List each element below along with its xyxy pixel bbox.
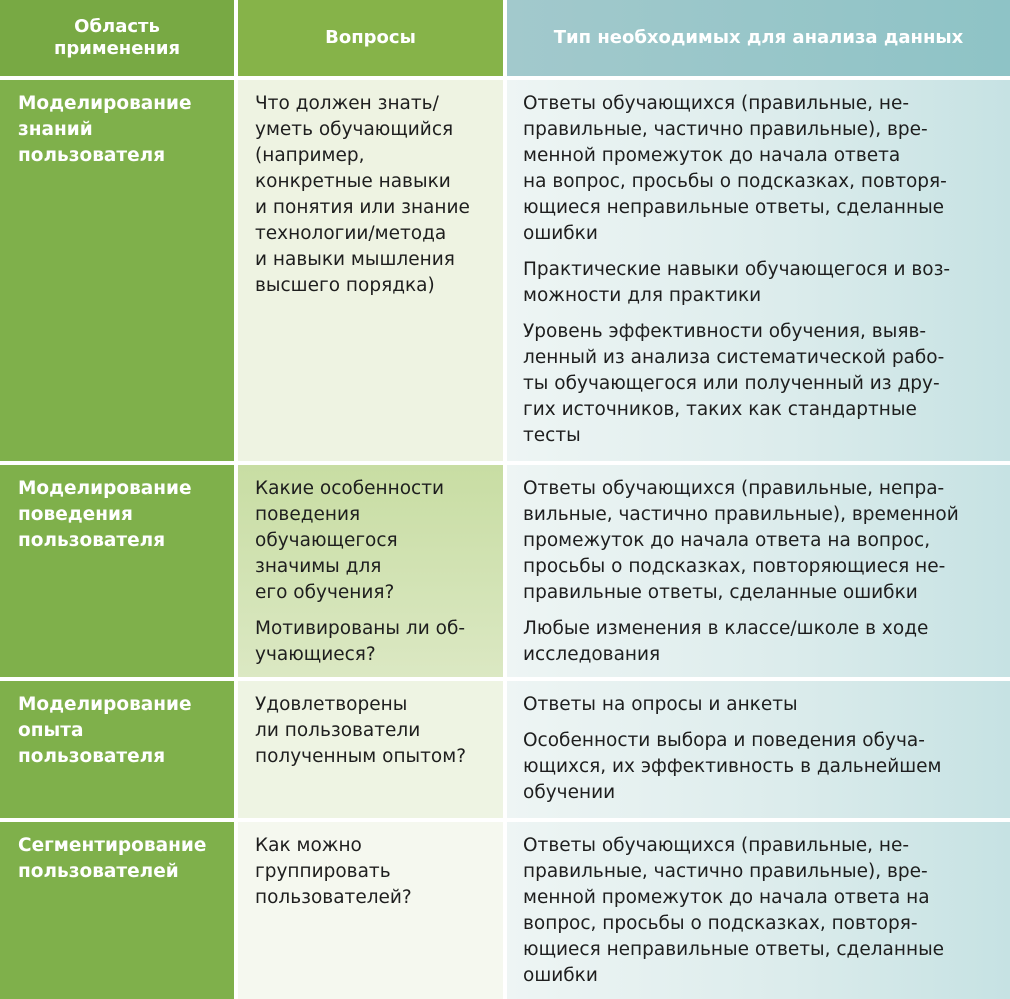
row-3-area: [0, 681, 234, 818]
data-paragraph: [523, 692, 1002, 718]
data-paragraph: [523, 319, 1002, 449]
row-1-data: [507, 80, 1010, 461]
header-area: [0, 0, 234, 76]
data-line: вильные, частично правильные), временной: [523, 504, 959, 525]
question-line: ли пользователи: [255, 720, 421, 741]
header-data-type-label: Тип необходимых для анализа данных: [553, 27, 964, 48]
header-area-line: Область: [74, 16, 160, 37]
data-paragraph: [523, 833, 1002, 989]
area-line: пользователя: [18, 530, 166, 551]
area-line: Моделирование: [18, 694, 192, 715]
data-line: ошибки: [523, 223, 598, 244]
question-line: уметь обучающийся: [255, 119, 454, 140]
question-line: пользователей?: [255, 887, 412, 908]
header-questions: [238, 0, 503, 76]
area-line: опыта: [18, 720, 84, 741]
row-4-questions: [238, 822, 503, 999]
area-line: пользователей: [18, 861, 179, 882]
header-area-line: применения: [53, 38, 181, 59]
data-line: Любые изменения в классе/школе в ходе: [523, 618, 929, 639]
data-line: гих источников, таких как стандартные: [523, 399, 917, 420]
data-line: ленный из анализа систематической рабо-: [523, 347, 945, 368]
row-2-area: [0, 465, 234, 677]
area-line: Моделирование: [18, 478, 192, 499]
data-paragraph: [523, 728, 1002, 806]
data-line: Практические навыки обучающегося и воз-: [523, 259, 951, 280]
question-line: обучающегося: [255, 530, 398, 551]
data-line: Ответы на опросы и анкеты: [523, 694, 798, 715]
data-line: менной промежуток до начала ответа: [523, 145, 901, 166]
header-questions-label: Вопросы: [325, 27, 416, 48]
question-line: поведения: [255, 504, 361, 525]
area-line: поведения: [18, 504, 133, 525]
data-paragraph: [523, 257, 1002, 309]
row-1-area: [0, 80, 234, 461]
data-line: Ответы обучающихся (правильные, непра-: [523, 478, 945, 499]
data-line: промежуток до начала ответа на вопрос,: [523, 530, 931, 551]
question-line: группировать: [255, 861, 391, 882]
question-line: конкретные навыки: [255, 171, 451, 192]
question-line: и понятия или знание: [255, 197, 470, 218]
data-line: правильные, частично правильные), вре-: [523, 119, 928, 140]
question-line: значимы для: [255, 556, 382, 577]
area-line: Сегментирование: [18, 835, 207, 856]
question-line: Какие особенности: [255, 478, 445, 499]
data-line: вопрос, просьбы о подсказках, повторя-: [523, 913, 918, 934]
question-paragraph: [255, 833, 493, 911]
question-paragraph: [255, 692, 493, 770]
data-line: тесты: [523, 425, 581, 446]
question-line: учающиеся?: [255, 644, 376, 665]
row-4-data: [507, 822, 1010, 999]
row-3-data: [507, 681, 1010, 818]
data-line: ты обучающегося или полученный из дру-: [523, 373, 940, 394]
data-line: исследования: [523, 644, 661, 665]
question-line: Как можно: [255, 835, 362, 856]
area-line: пользователя: [18, 746, 166, 767]
row-2-data: [507, 465, 1010, 677]
question-paragraph: [255, 476, 493, 606]
data-line: ошибки: [523, 965, 598, 986]
area-line: знаний: [18, 119, 93, 140]
data-paragraph: [523, 476, 1002, 606]
data-line: ющиеся неправильные ответы, сделанные: [523, 197, 945, 218]
row-3-questions: [238, 681, 503, 818]
data-line: Уровень эффективности обучения, выяв-: [523, 321, 927, 342]
area-line: Моделирование: [18, 93, 192, 114]
data-line: просьбы о подсказках, повторяющиеся не-: [523, 556, 946, 577]
header-data-type: [507, 0, 1010, 76]
data-paragraph: [523, 91, 1002, 247]
data-line: можности для практики: [523, 285, 762, 306]
data-line: Особенности выбора и поведения обуча-: [523, 730, 925, 751]
question-line: его обучения?: [255, 582, 395, 603]
question-line: и навыки мышления: [255, 249, 455, 270]
row-1-questions: [238, 80, 503, 461]
question-paragraph: [255, 616, 493, 668]
data-line: на вопрос, просьбы о подсказках, повторя-: [523, 171, 947, 192]
data-line: ющихся, их эффективность в дальнейшем: [523, 756, 942, 777]
data-line: обучении: [523, 782, 616, 803]
data-paragraph: [523, 616, 1002, 668]
row-2-questions: [238, 465, 503, 677]
question-line: Что должен знать/: [255, 93, 439, 114]
question-line: полученным опытом?: [255, 746, 467, 767]
question-line: Мотивированы ли об-: [255, 618, 466, 639]
question-paragraph: [255, 91, 493, 299]
data-line: Ответы обучающихся (правильные, не-: [523, 93, 910, 114]
question-line: технологии/метода: [255, 223, 447, 244]
question-line: (например,: [255, 145, 365, 166]
data-line: правильные, частично правильные), вре-: [523, 861, 928, 882]
question-line: Удовлетворены: [255, 694, 408, 715]
data-line: Ответы обучающихся (правильные, не-: [523, 835, 910, 856]
area-line: пользователя: [18, 145, 166, 166]
question-line: высшего порядка): [255, 275, 435, 296]
data-line: правильные ответы, сделанные ошибки: [523, 582, 918, 603]
data-line: ющиеся неправильные ответы, сделанные: [523, 939, 945, 960]
data-line: менной промежуток до начала ответа на: [523, 887, 930, 908]
row-4-area: [0, 822, 234, 999]
